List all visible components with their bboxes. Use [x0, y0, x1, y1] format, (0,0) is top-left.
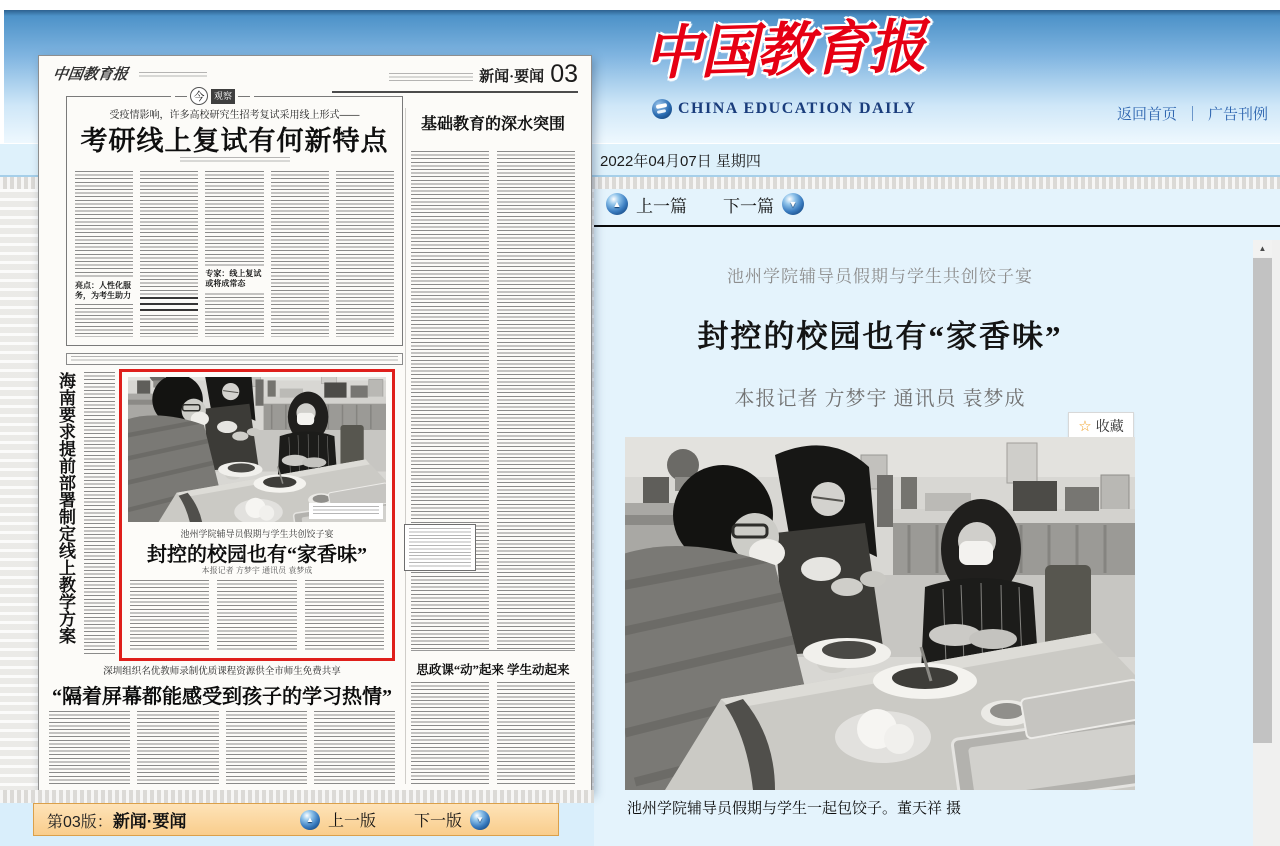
article-kicker: 池州学院辅导员假期与学生共创饺子宴 — [727, 267, 1033, 286]
newsprint-text-block — [140, 171, 198, 337]
feature-photo — [128, 377, 386, 522]
prev-edition-label: 上一版 — [327, 813, 376, 830]
badge-line-right — [238, 96, 250, 97]
newsprint-text-block — [271, 171, 329, 337]
prev-article-label: 上一篇 — [636, 196, 687, 216]
bottom-article-body — [49, 711, 395, 785]
edition-nav — [300, 808, 490, 831]
lead-kicker: 受疫情影响，许多高校研究生招考复试采用线上形式—— — [109, 110, 360, 121]
feature-byline: 本报记者 方梦宇 通讯员 袁梦成 — [201, 566, 313, 575]
photo-caption: 池州学院辅导员假期与学生一起包饺子。董天祥 摄 — [627, 800, 962, 817]
paper-page-number: 03 — [550, 60, 578, 88]
newsprint-text-block — [409, 528, 471, 567]
feature-photo-scene — [128, 377, 386, 522]
edition-section-label: 新闻·要闻 — [112, 812, 187, 831]
newsprint-text-block — [411, 151, 489, 649]
site-logo-subtitle — [652, 99, 917, 119]
prev-edition-icon: ▲ — [300, 810, 320, 830]
lead-headline: 考研线上复试有何新特点 — [80, 126, 389, 156]
link-separator: ｜ — [1184, 106, 1200, 123]
next-article-label: 下一篇 — [723, 196, 774, 216]
newsprint-text-block — [497, 682, 575, 784]
newsprint-text-block — [75, 171, 133, 337]
scrollbar-track[interactable] — [1253, 240, 1280, 846]
newsprint-text-block — [130, 580, 209, 650]
article-nav — [606, 192, 804, 216]
scrollbar-thumb[interactable] — [1253, 258, 1272, 743]
globe-logo-icon — [652, 99, 672, 119]
newsprint-text-block — [497, 151, 575, 649]
feature-headline: 封控的校园也有“家香味” — [147, 544, 367, 566]
date-text: 2022年04月07日 星期四 — [600, 153, 761, 170]
column-badge — [171, 87, 254, 105]
ad-rates-link[interactable]: 广告刊例 — [1207, 106, 1268, 123]
bottom-right-article-region[interactable] — [411, 660, 575, 678]
lead-crosshead-lines — [140, 297, 198, 313]
edition-page-label: 第03版： — [47, 814, 113, 831]
bottom-article-headline: “隔着屏幕都能感受到孩子的学习热情” — [52, 686, 392, 708]
lead-byline-lines — [180, 157, 290, 163]
next-edition-icon: ▼ — [470, 810, 490, 830]
favorite-label: 收藏 — [1095, 418, 1124, 434]
highlighted-article-region[interactable] — [119, 369, 395, 661]
bottom-right-body — [411, 682, 575, 784]
next-article-icon: ▼ — [782, 193, 804, 215]
paper-masthead: 中国教育报 — [51, 67, 129, 83]
header-links — [1117, 103, 1268, 124]
feature-body-columns — [130, 580, 384, 650]
texture-divider-bottom — [0, 790, 594, 803]
right-column-article-region[interactable] — [411, 111, 575, 134]
paper-edition-info — [389, 73, 473, 81]
paper-section-underline — [332, 91, 578, 93]
content-divider-rule — [594, 225, 1280, 227]
paper-section-label: 新闻·要闻 — [479, 69, 545, 85]
favorite-button[interactable] — [1068, 412, 1134, 440]
column-rule — [411, 650, 575, 651]
feature-photo-credit — [309, 503, 383, 519]
edition-page-bar — [33, 803, 559, 836]
paper-section-header — [389, 62, 578, 86]
vertical-headline-region[interactable]: 海南要求提前部署制定线上教学方案 — [56, 372, 75, 644]
home-link[interactable]: 返回首页 — [1116, 106, 1177, 123]
lead-body-columns — [75, 171, 394, 337]
newsprint-text-block — [71, 356, 398, 362]
bottom-article-kicker: 深圳组织名优教师录制优质课程资源供全市师生免费共享 — [103, 666, 341, 677]
article-title: 封控的校园也有“家香味” — [697, 319, 1063, 354]
next-edition-button[interactable] — [414, 808, 490, 831]
newsprint-text-block — [137, 711, 218, 785]
lead-crosshead-2: 专家：线上复试或将成常态 — [205, 267, 263, 291]
column-divider — [405, 108, 406, 784]
lead-crosshead-1: 亮点：人性化服务，为考生助力 — [75, 279, 133, 303]
badge-label: 观察 — [211, 89, 235, 104]
prev-edition-button[interactable] — [300, 808, 376, 831]
notice-box — [404, 524, 476, 571]
newsprint-text-block — [226, 711, 307, 785]
star-icon: ☆ — [1078, 417, 1092, 435]
site-logo-en-text: CHINA EDUCATION DAILY — [678, 100, 917, 117]
paper-masthead-info — [139, 72, 207, 78]
edition-label-group — [47, 807, 186, 832]
scrollbar-up-button[interactable]: ▲ — [1253, 240, 1272, 257]
article-photo — [625, 437, 1135, 790]
article-header — [600, 262, 1160, 411]
newsprint-text-block — [313, 506, 379, 516]
next-edition-label: 下一版 — [413, 813, 462, 830]
photo-scene — [625, 437, 1135, 790]
bottom-article-region[interactable] — [49, 663, 395, 709]
newsprint-text-block — [336, 171, 394, 337]
newsprint-text-block — [314, 711, 395, 785]
newsprint-text-block — [305, 580, 384, 650]
newsprint-text-block — [84, 372, 115, 654]
prev-article-icon: ▲ — [606, 193, 628, 215]
newsprint-text-block — [411, 682, 489, 784]
newsprint-text-block — [217, 580, 296, 650]
feature-kicker: 池州学院辅导员假期与学生共创饺子宴 — [180, 529, 334, 539]
right-column-headline: 基础教育的深水突围 — [420, 116, 565, 133]
newsprint-text-block — [49, 711, 130, 785]
next-article-button[interactable] — [723, 192, 804, 217]
site-logo: 中国教育报 — [643, 14, 925, 87]
teaser-strip — [66, 353, 403, 365]
newsprint-text-block — [205, 171, 263, 337]
lead-article-region[interactable] — [66, 90, 403, 346]
bottom-right-headline: 思政课“动”起来 学生动起来 — [416, 663, 570, 677]
article-byline: 本报记者 方梦宇 通讯员 袁梦成 — [734, 388, 1026, 410]
right-column-body — [411, 151, 575, 649]
prev-article-button[interactable] — [606, 192, 687, 217]
badge-circle: 今 — [190, 87, 208, 105]
newspaper-page-image — [38, 55, 592, 792]
badge-line-left — [175, 96, 187, 97]
